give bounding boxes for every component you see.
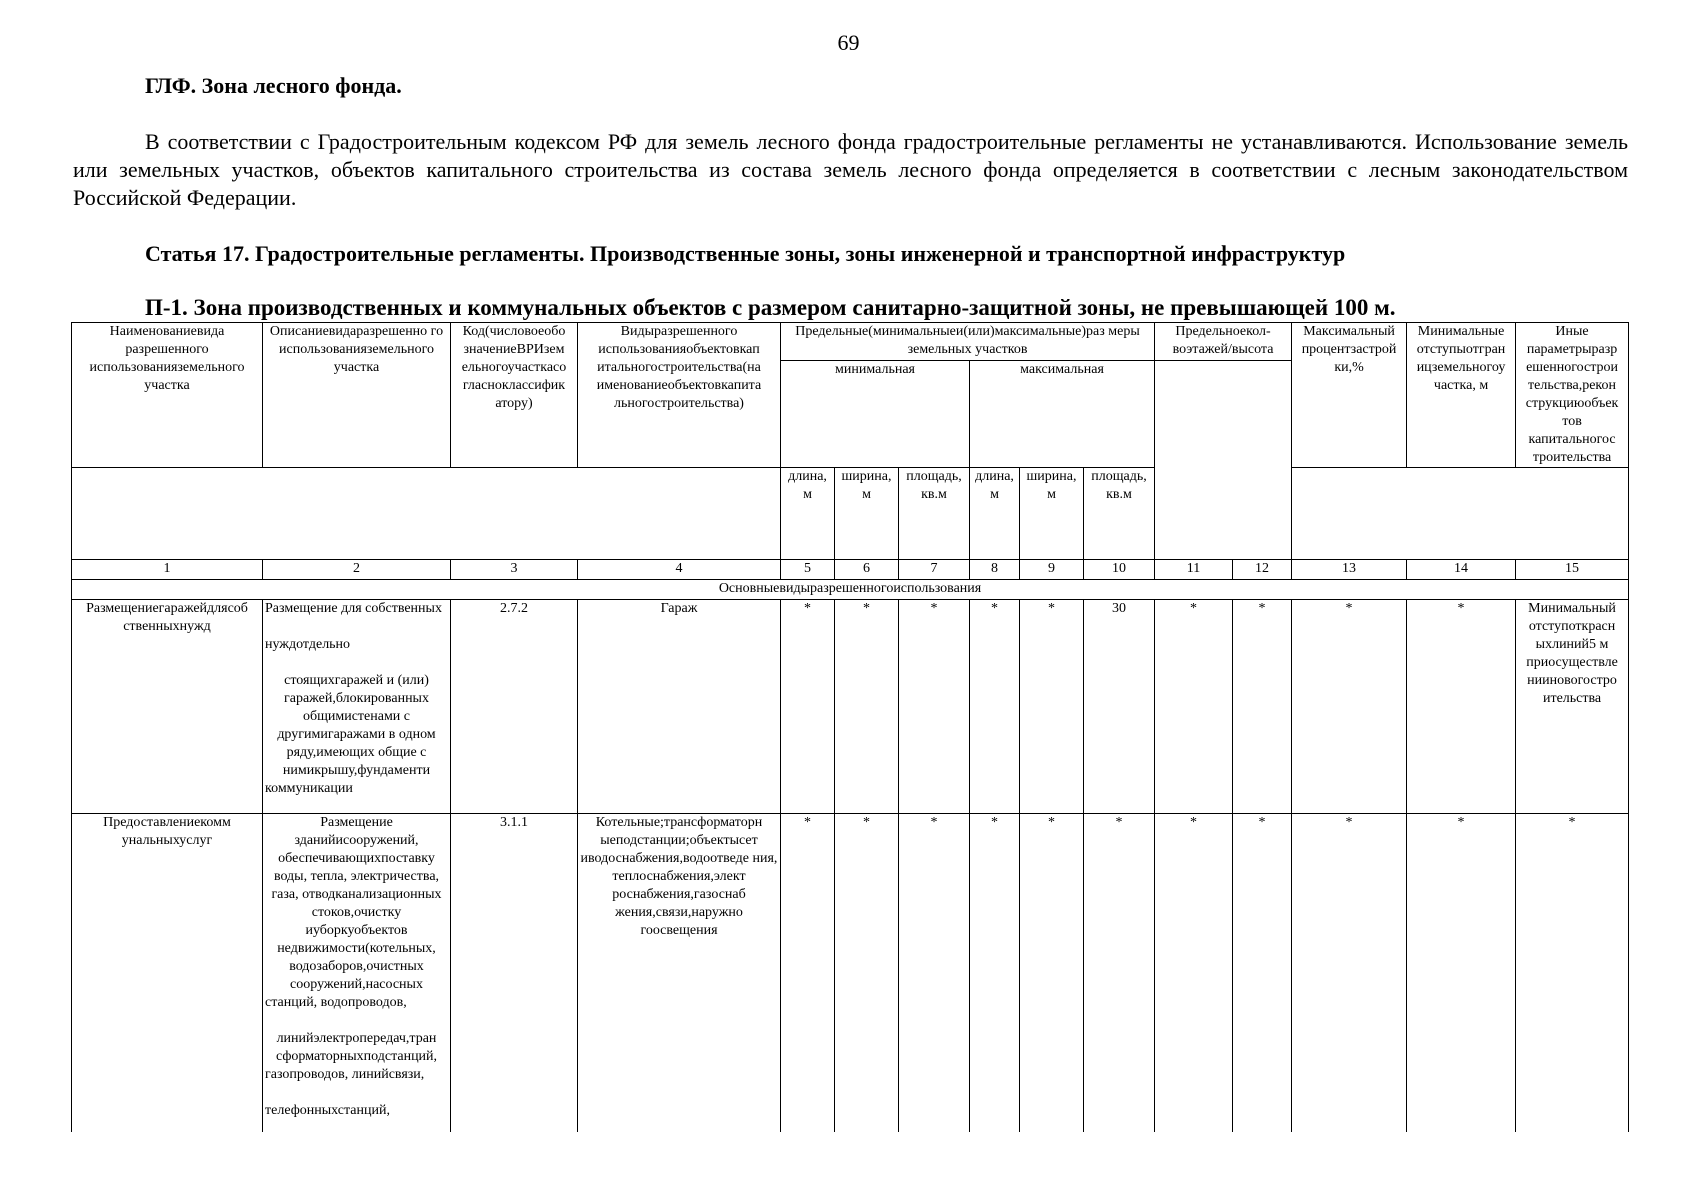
- column-number: 5: [781, 560, 835, 580]
- header-left-spacer: [72, 468, 781, 560]
- coverage-value: *: [1292, 600, 1407, 814]
- regulations-table: [71, 322, 1629, 1132]
- use-code: 3.1.1: [451, 814, 578, 1133]
- column-number: 4: [578, 560, 781, 580]
- height-value: *: [1233, 600, 1292, 814]
- max-width-value: *: [1020, 814, 1084, 1133]
- header-max-coverage: Максимальный процентзастрой ки,%: [1292, 323, 1407, 468]
- header-min-setbacks: Минимальные отступыотгран ицземельногоу частка, м: [1407, 323, 1516, 468]
- max-area-value: *: [1084, 814, 1155, 1133]
- column-number: 2: [263, 560, 451, 580]
- setback-value: *: [1407, 600, 1516, 814]
- use-description-line: нуждотдельно: [265, 637, 351, 652]
- min-area-value: *: [899, 600, 970, 814]
- zone-title: ГЛФ. Зона лесного фонда.: [145, 73, 402, 98]
- header-permitted-use-name: Наименованиевида разрешенного использованияземельного участка: [72, 323, 263, 468]
- intro-paragraph: В соответствии с Градостроительным кодексом РФ для земель лесного фонда градостроительные регламенты не устанавливаются. Использование земель или земельных участков, объектов капитального строительства из состава земель лесного фонда определяется в соответствии с лесным законодательством Российской Федерации.: [73, 129, 1628, 210]
- other-params-value: Минимальный отступоткрасн ыхлиний5 м приосуществле нииновогостро ительства: [1516, 600, 1629, 814]
- header-use-description: Описаниевидаразрешенно го использованияземельного участка: [263, 323, 451, 468]
- column-number: 8: [970, 560, 1020, 580]
- column-number: 14: [1407, 560, 1516, 580]
- column-number: 9: [1020, 560, 1084, 580]
- column-number: 6: [835, 560, 899, 580]
- floors-value: *: [1155, 814, 1233, 1133]
- use-description-line: Размещение зданийисооружений, обеспечивающихпоставку воды, тепла, электричества, газа, отводканализационных стоков,очистку иуборкуобъектов недвижимости(котельных, водозаборов,очистных сооружений,насосных станций, водопроводов,: [265, 815, 442, 1010]
- use-description-line: [265, 1012, 448, 1030]
- other-params-value: *: [1516, 814, 1629, 1133]
- header-max-width: ширина, м: [1020, 468, 1084, 560]
- use-description-line: стоящихгаражей и (или) гаражей,блокированных общимистенами с другимигаражами в одном ряду,имеющих общие с нимикрышу,фундаменти коммуникации: [265, 673, 436, 796]
- column-number: 10: [1084, 560, 1155, 580]
- section-main-uses: Основныевидыразрешенногоиспользования: [72, 580, 1629, 600]
- use-description: [263, 600, 451, 814]
- column-number: 12: [1233, 560, 1292, 580]
- header-max-length: длина, м: [970, 468, 1020, 560]
- header-capital-objects: Видыразрешенного использованияобъектовкап итальногостроительства(на именованиеобъектовкапита льногостроительства): [578, 323, 781, 468]
- column-number: 1: [72, 560, 263, 580]
- min-length-value: *: [781, 814, 835, 1133]
- column-number: 3: [451, 560, 578, 580]
- min-width-value: *: [835, 814, 899, 1133]
- column-number: 7: [899, 560, 970, 580]
- header-max-area: площадь, кв.м: [1084, 468, 1155, 560]
- header-right-spacer: [1292, 468, 1629, 560]
- capital-objects: Гараж: [578, 600, 781, 814]
- header-use-code: Код(числовоеобо значениеВРИзем ельногоучасткасо гласноклассифик атору): [451, 323, 578, 468]
- article-title: Статья 17. Градостроительные регламенты. Производственные зоны, зоны инженерной и транспортной инфраструктур: [145, 241, 1346, 266]
- use-description-line: телефонныхстанций,: [265, 1103, 390, 1118]
- header-min-length: длина, м: [781, 468, 835, 560]
- use-description: [263, 814, 451, 1133]
- use-description-line: Размещение для собственных: [265, 601, 442, 616]
- column-number: 11: [1155, 560, 1233, 580]
- use-description-line: линийэлектропередач,тран сформаторныхподстанций, газопроводов, линийсвязи,: [265, 1031, 438, 1082]
- use-code: 2.7.2: [451, 600, 578, 814]
- header-min-width: ширина, м: [835, 468, 899, 560]
- header-plot-size-limits: Предельные(минимальныеи(или)максимальные)раз меры земельных участков: [781, 323, 1155, 361]
- column-number: 15: [1516, 560, 1629, 580]
- height-value: *: [1233, 814, 1292, 1133]
- use-description-line: [265, 618, 448, 636]
- min-area-value: *: [899, 814, 970, 1133]
- column-number: 13: [1292, 560, 1407, 580]
- min-length-value: *: [781, 600, 835, 814]
- capital-objects: Котельные;трансформаторн ыеподстанции;объектысет иводоснабжения,водоотведе ния, теплоснабжения,элект роснабжения,газоснаб жения,связи,наружно гоосвещения: [578, 814, 781, 1133]
- setback-value: *: [1407, 814, 1516, 1133]
- min-width-value: *: [835, 600, 899, 814]
- max-width-value: *: [1020, 600, 1084, 814]
- header-max: максимальная: [970, 361, 1155, 468]
- max-length-value: *: [970, 600, 1020, 814]
- use-name: Предоставлениекомм унальныхуслуг: [72, 814, 263, 1133]
- coverage-value: *: [1292, 814, 1407, 1133]
- header-min-area: площадь, кв.м: [899, 468, 970, 560]
- header-other-params: Иные параметрыразр ешенногострои тельства,рекон струкциюобъек тов капитальногос троительства: [1516, 323, 1629, 468]
- header-floors-height-spacer: [1155, 361, 1292, 560]
- page-number: 69: [837, 30, 860, 55]
- header-min: минимальная: [781, 361, 970, 468]
- use-description-line: [265, 1084, 448, 1102]
- table-title: П-1. Зона производственных и коммунальных объектов с размером санитарно-защитной зоны, не превышающей 100 м.: [145, 295, 1396, 320]
- use-description-line: [265, 654, 448, 672]
- header-floors-height: Предельноекол- воэтажей/высота: [1155, 323, 1292, 361]
- max-area-value: 30: [1084, 600, 1155, 814]
- max-length-value: *: [970, 814, 1020, 1133]
- use-name: Размещениегаражейдлясоб ственныхнужд: [72, 600, 263, 814]
- floors-value: *: [1155, 600, 1233, 814]
